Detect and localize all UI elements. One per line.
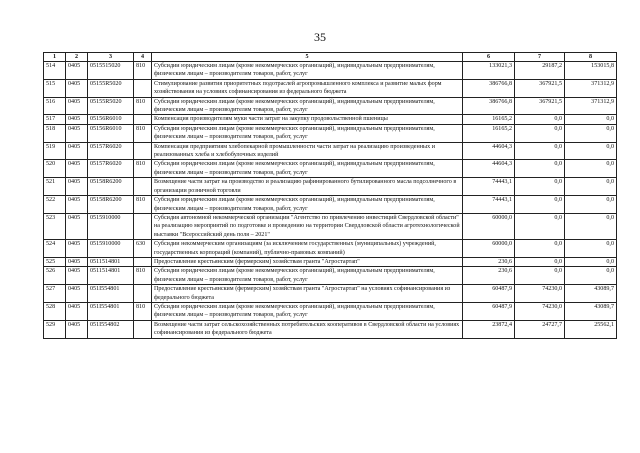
amount-year3-cell: 25562,1: [565, 320, 617, 338]
amount-year1-cell: 16165,2: [463, 115, 515, 124]
table-row: [44, 320, 617, 338]
section-code-cell: 0405: [66, 320, 88, 338]
table-row: [44, 302, 617, 320]
target-code-cell: 05155R5020: [88, 79, 134, 97]
row-number-cell: 526: [44, 267, 66, 285]
amount-year3-cell: 0,0: [565, 267, 617, 285]
amount-year3-cell: 0,0: [565, 240, 617, 258]
amount-year2-cell: 24727,7: [515, 320, 565, 338]
col-header: 3: [88, 53, 134, 62]
item-name-cell: Стимулирование развития приоритетных подотраслей агропромышленного комплекса и развитие малых форм хозяйствования на условиях софинансирования из федерального бюджета: [152, 79, 463, 97]
row-number-cell: 519: [44, 142, 66, 160]
table-row: [44, 115, 617, 124]
section-code-cell: 0405: [66, 62, 88, 80]
amount-year1-cell: 44604,3: [463, 142, 515, 160]
row-number-cell: 521: [44, 178, 66, 196]
section-code-cell: 0405: [66, 142, 88, 160]
item-name-cell: Субсидии юридическим лицам (кроме некоммерческих организаций), индивидуальным предпринимателям, физическим лицам – производителям товаров, работ, услуг: [152, 62, 463, 80]
table-row: [44, 124, 617, 142]
amount-year2-cell: 0,0: [515, 267, 565, 285]
expense-type-cell: 630: [134, 240, 152, 258]
row-number-cell: 520: [44, 160, 66, 178]
expense-type-cell: [134, 178, 152, 196]
amount-year3-cell: 0,0: [565, 196, 617, 214]
expense-type-cell: [134, 213, 152, 239]
amount-year3-cell: 153015,8: [565, 62, 617, 80]
section-code-cell: 0405: [66, 97, 88, 115]
col-header: 2: [66, 53, 88, 62]
item-name-cell: Субсидии некоммерческим организациям (за исключением государственных (муниципальных) учреждений, государственных корпораций (компаний), публично-правовых компаний): [152, 240, 463, 258]
amount-year1-cell: 60000,0: [463, 240, 515, 258]
table-row: [44, 285, 617, 303]
amount-year2-cell: 0,0: [515, 213, 565, 239]
target-code-cell: 05157R6020: [88, 160, 134, 178]
section-code-cell: 0405: [66, 115, 88, 124]
expense-type-cell: [134, 257, 152, 266]
row-number-cell: 514: [44, 62, 66, 80]
amount-year2-cell: 0,0: [515, 160, 565, 178]
amount-year1-cell: 23872,4: [463, 320, 515, 338]
table-row: [44, 178, 617, 196]
amount-year1-cell: 74443,1: [463, 178, 515, 196]
amount-year2-cell: 367921,5: [515, 97, 565, 115]
target-code-cell: 05157R6020: [88, 142, 134, 160]
col-header: 5: [152, 53, 463, 62]
amount-year3-cell: 371312,9: [565, 97, 617, 115]
amount-year2-cell: 0,0: [515, 115, 565, 124]
amount-year1-cell: 60487,9: [463, 285, 515, 303]
target-code-cell: 0515910000: [88, 213, 134, 239]
table-row: [44, 213, 617, 239]
amount-year1-cell: 60487,9: [463, 302, 515, 320]
table-row: [44, 62, 617, 80]
col-header: 6: [463, 53, 515, 62]
section-code-cell: 0405: [66, 213, 88, 239]
table-row: [44, 267, 617, 285]
table-row: [44, 196, 617, 214]
item-name-cell: Возмещение части затрат сельскохозяйственных потребительских кооперативов в Свердловской области на условиях софинансирования из федерального бюджета: [152, 320, 463, 338]
row-number-cell: 517: [44, 115, 66, 124]
row-number-cell: 529: [44, 320, 66, 338]
budget-table: [43, 52, 617, 339]
table-row: [44, 240, 617, 258]
target-code-cell: 051I554801: [88, 285, 134, 303]
amount-year3-cell: 43089,7: [565, 302, 617, 320]
page-number: 35: [314, 30, 326, 44]
item-name-cell: Компенсация производителям муки части затрат на закупку продовольственной пшеницы: [152, 115, 463, 124]
row-number-cell: 515: [44, 79, 66, 97]
expense-type-cell: 810: [134, 302, 152, 320]
target-code-cell: 05158R6200: [88, 196, 134, 214]
amount-year1-cell: 230,6: [463, 257, 515, 266]
expense-type-cell: 810: [134, 97, 152, 115]
target-code-cell: 0511514801: [88, 267, 134, 285]
section-code-cell: 0405: [66, 196, 88, 214]
section-code-cell: 0405: [66, 257, 88, 266]
section-code-cell: 0405: [66, 160, 88, 178]
expense-type-cell: 810: [134, 62, 152, 80]
target-code-cell: 0515515020: [88, 62, 134, 80]
item-name-cell: Предоставление крестьянским (фермерским) хозяйствам гранта "Агростартап": [152, 257, 463, 266]
table-row: [44, 142, 617, 160]
row-number-cell: 522: [44, 196, 66, 214]
target-code-cell: 05156R6010: [88, 115, 134, 124]
amount-year2-cell: 0,0: [515, 124, 565, 142]
amount-year2-cell: 74230,0: [515, 285, 565, 303]
expense-type-cell: [134, 285, 152, 303]
target-code-cell: 05156R6010: [88, 124, 134, 142]
row-number-cell: 523: [44, 213, 66, 239]
row-number-cell: 528: [44, 302, 66, 320]
item-name-cell: Субсидии юридическим лицам (кроме некоммерческих организаций), индивидуальным предпринимателям, физическим лицам – производителям товаров, работ, услуг: [152, 267, 463, 285]
item-name-cell: Субсидия автономной некоммерческой организации "Агентство по привлечению инвестиций Свердловской области" на реализацию мероприятий по подготовке и проведению на территории Свердловской области агротехнологической выставки "Всероссийский день поля – 2021": [152, 213, 463, 239]
item-name-cell: Субсидии юридическим лицам (кроме некоммерческих организаций), индивидуальным предпринимателям, физическим лицам – производителям товаров, работ, услуг: [152, 160, 463, 178]
row-number-cell: 527: [44, 285, 66, 303]
expense-type-cell: 810: [134, 124, 152, 142]
row-number-cell: 518: [44, 124, 66, 142]
amount-year2-cell: 0,0: [515, 257, 565, 266]
expense-type-cell: 810: [134, 267, 152, 285]
row-number-cell: 525: [44, 257, 66, 266]
item-name-cell: Субсидии юридическим лицам (кроме некоммерческих организаций), индивидуальным предпринимателям, физическим лицам – производителям товаров, работ, услуг: [152, 124, 463, 142]
expense-type-cell: [134, 142, 152, 160]
section-code-cell: 0405: [66, 124, 88, 142]
expense-type-cell: 810: [134, 196, 152, 214]
amount-year1-cell: 16165,2: [463, 124, 515, 142]
amount-year3-cell: 0,0: [565, 213, 617, 239]
target-code-cell: 0515910000: [88, 240, 134, 258]
amount-year1-cell: 133021,3: [463, 62, 515, 80]
table-row: [44, 97, 617, 115]
expense-type-cell: [134, 115, 152, 124]
amount-year3-cell: 0,0: [565, 160, 617, 178]
col-header: 7: [515, 53, 565, 62]
header-row: [44, 53, 617, 62]
amount-year3-cell: 43089,7: [565, 285, 617, 303]
amount-year1-cell: 44604,3: [463, 160, 515, 178]
amount-year2-cell: 29187,2: [515, 62, 565, 80]
row-number-cell: 524: [44, 240, 66, 258]
target-code-cell: 0511514801: [88, 257, 134, 266]
section-code-cell: 0405: [66, 267, 88, 285]
amount-year1-cell: 230,6: [463, 267, 515, 285]
amount-year2-cell: 0,0: [515, 196, 565, 214]
target-code-cell: 051I554802: [88, 320, 134, 338]
amount-year3-cell: 371312,9: [565, 79, 617, 97]
col-header: 4: [134, 53, 152, 62]
item-name-cell: Субсидии юридическим лицам (кроме некоммерческих организаций), индивидуальным предпринимателям, физическим лицам – производителям товаров, работ, услуг: [152, 196, 463, 214]
amount-year3-cell: 0,0: [565, 257, 617, 266]
target-code-cell: 05155R5020: [88, 97, 134, 115]
col-header: 1: [44, 53, 66, 62]
amount-year1-cell: 60000,0: [463, 213, 515, 239]
amount-year1-cell: 386766,8: [463, 97, 515, 115]
amount-year2-cell: 0,0: [515, 142, 565, 160]
target-code-cell: 051I554801: [88, 302, 134, 320]
expense-type-cell: [134, 79, 152, 97]
col-header: 8: [565, 53, 617, 62]
item-name-cell: Возмещение части затрат на производство и реализацию рафинированного бутилированного масла подсолнечного в организации розничной торговли: [152, 178, 463, 196]
section-code-cell: 0405: [66, 240, 88, 258]
item-name-cell: Компенсация предприятиям хлебопекарной промышленности части затрат на реализацию произведенных и реализованных хлеба и хлебобулочных изделий: [152, 142, 463, 160]
section-code-cell: 0405: [66, 178, 88, 196]
item-name-cell: Субсидии юридическим лицам (кроме некоммерческих организаций), индивидуальным предпринимателям, физическим лицам – производителям товаров, работ, услуг: [152, 97, 463, 115]
section-code-cell: 0405: [66, 79, 88, 97]
amount-year3-cell: 0,0: [565, 142, 617, 160]
table-row: [44, 79, 617, 97]
section-code-cell: 0405: [66, 302, 88, 320]
amount-year3-cell: 0,0: [565, 124, 617, 142]
amount-year2-cell: 0,0: [515, 240, 565, 258]
expense-type-cell: [134, 320, 152, 338]
table-row: [44, 257, 617, 266]
section-code-cell: 0405: [66, 285, 88, 303]
amount-year3-cell: 0,0: [565, 115, 617, 124]
amount-year1-cell: 386766,8: [463, 79, 515, 97]
target-code-cell: 05158R6200: [88, 178, 134, 196]
item-name-cell: Предоставление крестьянским (фермерским) хозяйствам гранта "Агростартап" на условиях софинансирования из федерального бюджета: [152, 285, 463, 303]
item-name-cell: Субсидии юридическим лицам (кроме некоммерческих организаций), индивидуальным предпринимателям, физическим лицам – производителям товаров, работ, услуг: [152, 302, 463, 320]
table-row: [44, 160, 617, 178]
row-number-cell: 516: [44, 97, 66, 115]
amount-year1-cell: 74443,1: [463, 196, 515, 214]
amount-year2-cell: 0,0: [515, 178, 565, 196]
amount-year3-cell: 0,0: [565, 178, 617, 196]
amount-year2-cell: 367921,5: [515, 79, 565, 97]
expense-type-cell: 810: [134, 160, 152, 178]
amount-year2-cell: 74230,0: [515, 302, 565, 320]
